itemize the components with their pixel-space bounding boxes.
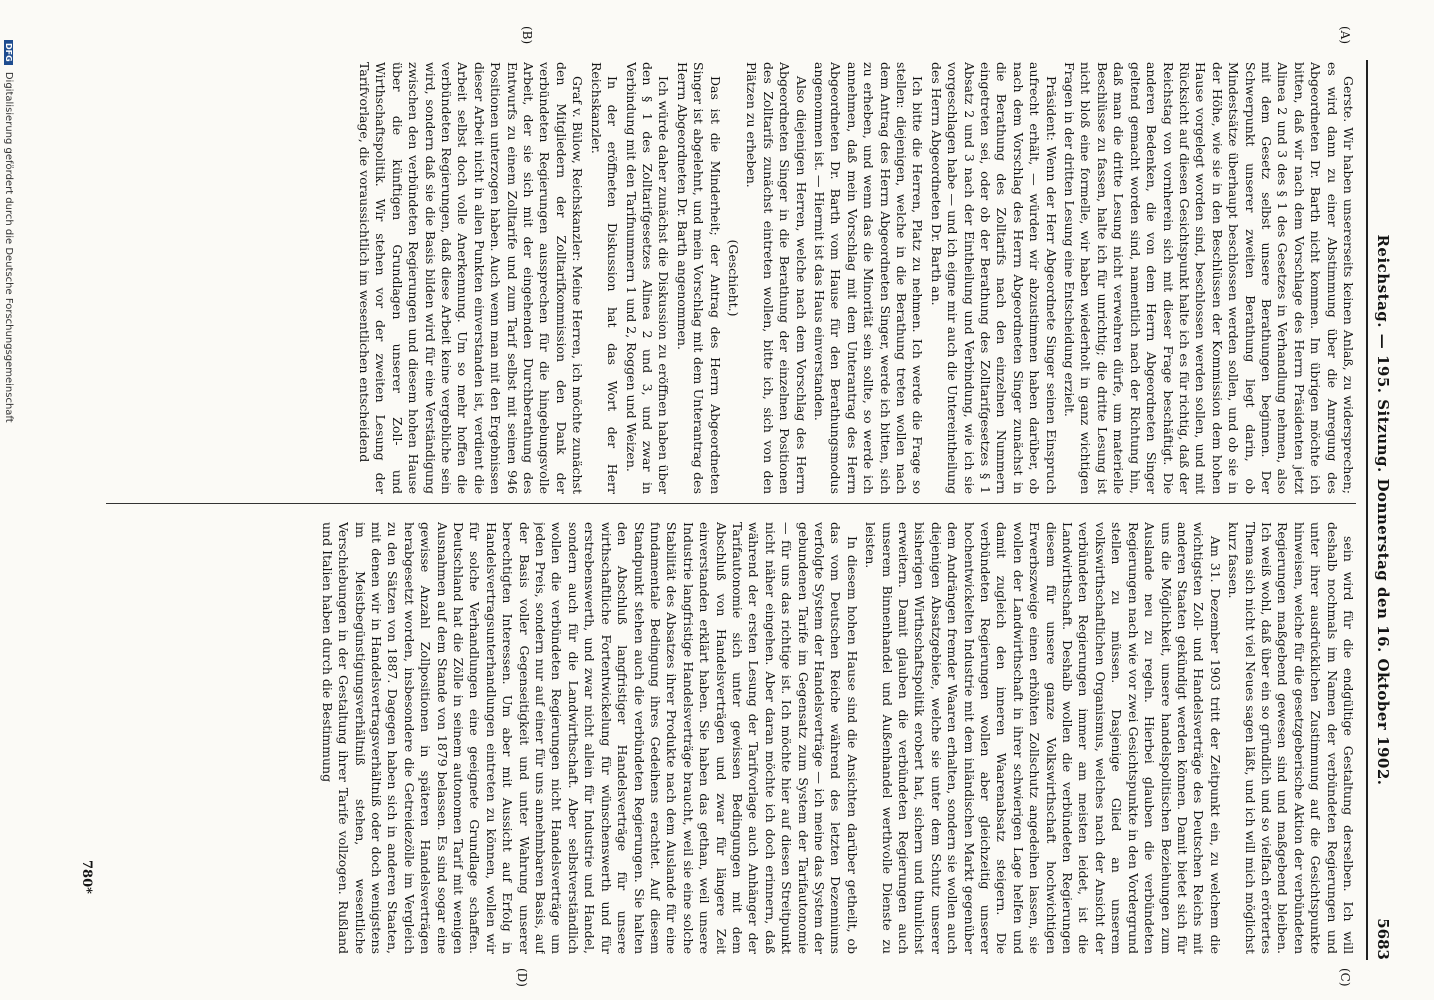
- signature-mark: 780*: [79, 860, 94, 894]
- left-column: [106, 62, 1356, 494]
- header-title: Reichstag. — 195. Sitzung. Donnerstag den 16. Oktober 1902.: [1374, 234, 1392, 786]
- digitization-text: Digitalisierung gefördert durch die Deutsche Forschungsgemeinschaft: [3, 71, 14, 423]
- header-page-number: 5683: [1374, 918, 1392, 960]
- column-divider: [106, 503, 1356, 504]
- digitization-note: [3, 40, 14, 980]
- paragraph: In diesem hohen Hause sind die Ansichten darüber getheilt, ob das vom Deutschen Reiche während des letzten Dezenniums verfolgte System der Handelsverträge — ich meine das System der gebundenen Tarife im Gegensatz zum System der Tarifautonomie — für uns das richtige ist. Ich möchte hier auf diesen Streitpunkt nicht näher eingehen. Aber daran möchte ich doch erinnern, daß während der ersten Lesung der Tarifvorlage auch Anhänger der Tarifautonomie sich unter gewissen Bedingungen mit dem Abschluß von Handelsverträgen und zwar für längere Zeit einverstanden erklärt haben. Sie haben das gethan, weil unsere Industrie langfristige Handelsverträge braucht, weil sie eine solche Stabilität des Absatzes ihrer Produkte nach dem Auslande für eine fundamentale Bedingung ihres Gedeihens erachtet. Auf diesem Standpunkt stehen auch die verbündeten Regierungen. Sie halten den Abschluß langfristiger Handelsverträge für unsere wirthschaftliche Fortentwickelung für wünschenswerth und für erstrebenswerth, und zwar nicht allein für Industrie und Handel, sondern auch für die Landwirthschaft. Aber selbstverständlich wollen die verbündeten Regierungen nicht Handelsverträge um jeden Preis, sondern nur auf einer für uns annehmbaren Basis, auf der Basis voller Gegenseitigkeit und unter Wahrung unserer berechtigten Interessen. Um aber mit Aussicht auf Erfolg in Handelsvertragsunterhandlungen eintreten zu können, wollen wir für solche Verhandlungen eine geeignete Grundlage schaffen. Deutschland hat die Zölle in seinem autonomen Tarif mit wenigen Ausnahmen auf dem Stande von 1879 belassen. Es sind sogar eine gewisse Anzahl Zollpositionen in späteren Handelsverträgen herabgesetzt worden, insbesondere die Getreidezölle im Vergleich zu den Sätzen von 1887. Dagegen haben sich in anderen Staaten, mit denen wir in Handelsvertragsverhältniß oder doch wenigstens im Meistbegünstigungsverhältniß stehen, wesentliche Verschiebungen in der Gestaltung ihrer Tarife vollzogen. Rußland und Italien haben durch die Bestimmung: [319, 522, 860, 954]
- paragraph: Gerste. Wir haben unsererseits keinen Anlaß, zu widersprechen; es wird dann zu einer Abstimmung über die Anregung des Abgeordneten Dr. Barth nicht kommen. Im übrigen möchte ich bitten, daß wir nach dem Vorschlage des Herrn Präsidenten jetzt Alinea 2 und 3 des § 1 des Gesetzes in Verhandlung nehmen, also mit dem Gesetz selbst unsere Berathungen beginnen. Der Schwerpunkt unserer zweiten Berathung liegt darin, ob Mindestsätze überhaupt beschlossen werden sollen, und ob sie in der Höhe, wie sie in den Beschlüssen der Kommission dem hohen Hause vorgelegt worden sind, beschlossen werden sollen, und mit Rücksicht auf diesen Gesichtspunkt halte ich es für richtig, daß der Reichstag von vornherein sich mit dieser Frage beschäftigt. Die anderen Bedenken, die von dem Herrn Abgeordneten Singer geltend gemacht worden sind, namentlich nach der Richtung hin, daß man die dritte Lesung nicht verwehren dürfe, um materielle Beschlüsse zu fassen, halte ich für unrichtig; die dritte Lesung ist nicht bloß eine formelle, wir haben wiederholt in ganz wichtigen Fragen in der dritten Lesung eine Entscheidung erzielt.: [1062, 62, 1356, 494]
- paragraph: Präsident: Wenn der Herr Abgeordnete Singer seinen Einspruch aufrecht erhält, — würden wir abzustimmen haben darüber, ob nach dem Vorschlag des Herrn Abgeordneten Singer zunächst in die Berathung des Zolltarifs nach den einzelnen Nummern eingetreten sei, oder ob der Berathung des Zolltarifgesetzes § 1 Absatz 2 und 3 nach der Eintheilung und Verbindung, wie ich sie vorgeschlagen habe — und ich eigne mir auch die Untereintheilung des Herrn Abgeordneten Dr. Barth an.: [928, 62, 1059, 494]
- margin-marker-d: (D): [515, 968, 529, 987]
- margin-marker-c: (C): [1338, 968, 1352, 987]
- page-header: [1366, 60, 1396, 960]
- stage-direction: (Geschieht.): [725, 239, 741, 317]
- margin-marker-a: (A): [1338, 26, 1352, 45]
- margin-marker-b: (B): [520, 26, 534, 45]
- paragraph: Ich bitte die Herren, Platz zu nehmen. Ich werde die Frage so stellen: diejenigen, welche in die Berathung treten wollen nach dem Antrag des Herrn Abgeordneten Singer, werde ich bitten, sich zu erheben, und wenn das die Minorität sein sollte, so werde ich annehmen, daß mein Vorschlag mit dem Unterantrag des Herrn Abgeordneten Dr. Barth vom Hause für den Berathungsmodus angenommen ist. — Hiermit ist das Haus einverstanden.: [812, 62, 926, 494]
- paragraph: Am 31. Dezember 1903 tritt der Zeitpunkt ein, zu welchem die wichtigsten Zoll- und Handelsverträge des Deutschen Reichs mit anderen Staaten gekündigt werden können. Damit bietet sich für uns die Möglichkeit, unsere handelspolitischen Beziehungen zum Auslande neu zu regeln. Hierbei glauben die verbündeten Regierungen nach wie vor zwei Gesichtspunkte in den Vordergrund stellen zu müssen. Dasjenige Glied an unserem volkswirthschaftlichen Organismus, welches nach der Ansicht der verbündeten Regierungen immer am meisten leidet, ist die Landwirthschaft. Deshalb wollen die verbündeten Regierungen diesem für unsere ganze Volkswirthschaft hochwichtigen Erwerbszweige einen erhöhten Zollschutz angedeihen lassen, sie wollen der Landwirthschaft in ihrer schwierigen Lage helfen und damit zugleich den inneren Waarenabsatz steigern. Die verbündeten Regierungen wollen aber gleichzeitig unserer hochentwickelten Industrie mit dem inländischen Markt gegenüber dem Andrängen fremder Waaren erhalten, sondern sie wollen auch diejenigen Absatzgebiete, welche sie unter dem Schutz unserer bisherigen Wirthschaftspolitik erobert hat, sichern und thunlichst erweitern. Damit glauben die verbündeten Regierungen auch unserem Binnenhandel und Außenhandel werthvolle Dienste zu leisten.: [863, 522, 1223, 954]
- paragraph: Das ist die Minderheit; der Antrag des Herrn Abgeordneten Singer ist abgelehnt, und mein Vorschlag mit dem Unterantrag des Herrn Abgeordneten Dr. Barth angenommen.: [674, 62, 723, 494]
- dfg-logo-icon: DFG: [5, 40, 14, 65]
- right-column: [106, 522, 1356, 954]
- paragraph: Also diejenigen Herren, welche nach dem Vorschlag des Herrn Abgeordneten Singer in die Berathung der einzelnen Positionen des Zolltarifs zunächst eintreten wollen, bitte ich, sich von den Plätzen zu erheben.: [744, 62, 809, 494]
- paragraph: Graf v. Bülow, Reichskanzler: Meine Herren, ich möchte zunächst den Mitgliedern der Zolltarifkommission den Dank der verbündeten Regierungen aussprechen für die hingebungsvolle Arbeit, der sie sich mit der eingehenden Durchberathung des Entwurfs zu einem Zolltarife und zum Tarif selbst mit seinen 946 Positionen unterzogen haben. Auch wenn man mit den Ergebnissen dieser Arbeit nicht in allen Punkten einverstanden ist, verdient die Arbeit selbst doch volle Anerkennung. Um so mehr hoffen die verbündeten Regierungen, daß diese Arbeit keine vergebliche sein wird, sondern daß sie die Basis bilden wird für eine Verständigung zwischen den verbündeten Regierungen und diesem hohen Hause über die künftigen Grundlagen unserer Zoll- und Wirthschaftspolitik. Wir stehen vor der zweiten Lesung der Tarifvorlage, die voraussichtlich im wesentlichen entscheidend: [357, 62, 586, 494]
- paragraph: In der eröffneten Diskussion hat das Wort der Herr Reichskanzler.: [588, 62, 621, 494]
- paragraph: sein wird für die endgültige Gestaltung derselben. Ich will deshalb nochmals im Namen der verbündeten Regierungen und unter ihrer ausdrücklichen Zustimmung auf die Gesichtspunkte hinweisen, welche für die gesetzgeberische Aktion der verbündeten Regierungen maßgebend gewesen sind und maßgebend bleiben. Ich weiß wohl, daß über ein so gründlich und so vielfach erörtertes Thema sich nicht viel Neues sagen läßt, und ich will mich möglichst kurz fassen.: [1226, 522, 1356, 954]
- paragraph: Ich würde daher zunächst die Diskussion zu eröffnen haben über den § 1 des Zolltarifgesetzes Alinea 2 und 3, und zwar in Verbindung mit den Tarifnummern 1 und 2, Roggen und Weizen.: [623, 62, 672, 494]
